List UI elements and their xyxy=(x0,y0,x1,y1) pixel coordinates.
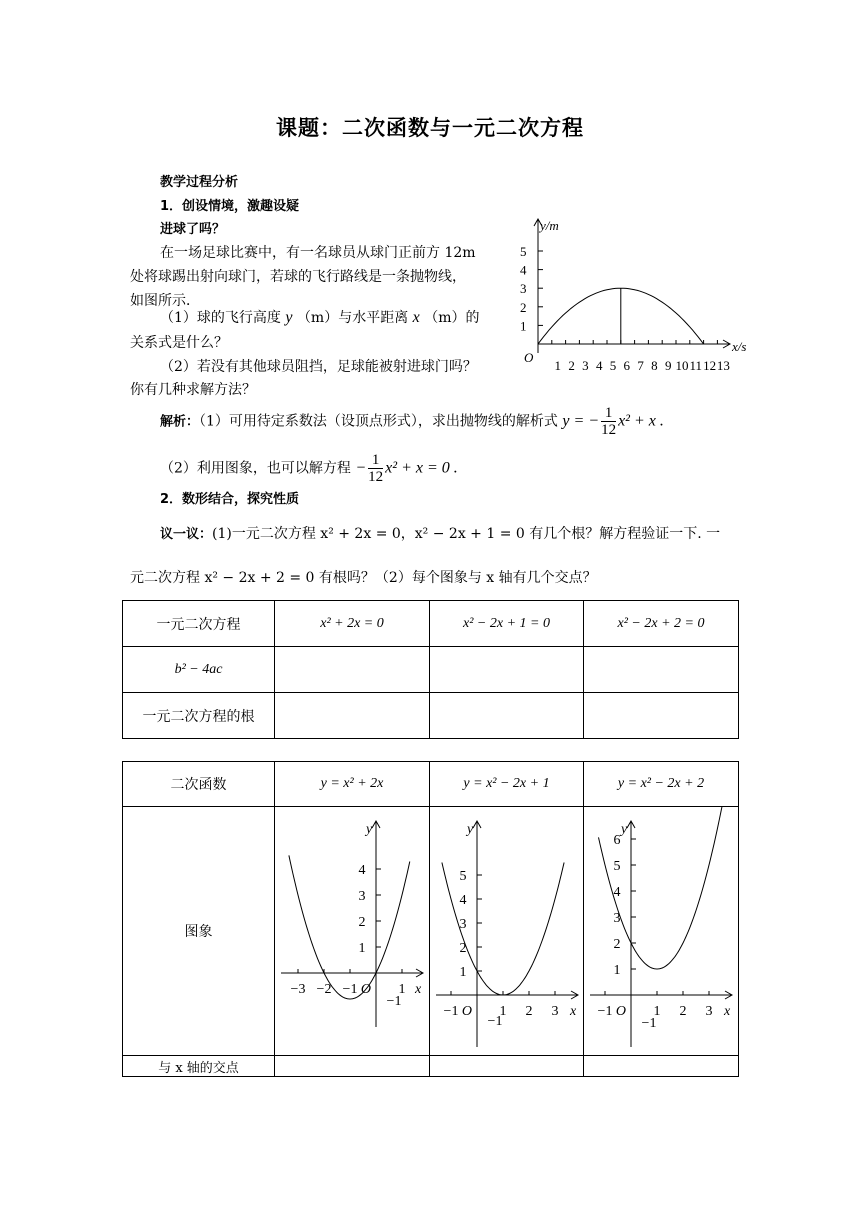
y-tick-label: 3 xyxy=(613,911,621,926)
y-tick-label: 1 xyxy=(459,965,467,980)
x-tick-label: 1 xyxy=(398,982,406,997)
table-header-cell: 二次函数 xyxy=(123,762,275,807)
x-tick-label: 3 xyxy=(582,358,589,373)
table-header-cell: y = x² − 2x + 1 xyxy=(430,762,584,807)
y-tick-label: 1 xyxy=(613,963,621,978)
y-tick-label: −1 xyxy=(487,1014,503,1029)
x-tick-label: 8 xyxy=(651,358,658,373)
origin-label: O xyxy=(360,982,371,997)
parabola-curve xyxy=(289,855,410,999)
table-header-cell: x² + 2x = 0 xyxy=(275,601,430,647)
x-tick-label: −3 xyxy=(290,982,306,997)
analysis-label: 解析： xyxy=(160,414,200,430)
x-tick-label: 1 xyxy=(499,1004,507,1019)
x-tick-label: 4 xyxy=(595,358,603,373)
row-label: 一元二次方程的根 xyxy=(123,693,275,739)
s1-heading: 1．创设情境，激趣设疑 xyxy=(160,199,300,214)
origin-label: O xyxy=(461,1004,472,1019)
equations-table xyxy=(122,600,739,739)
y-tick-label: 4 xyxy=(613,885,621,900)
s1-para-line3: 如图所示． xyxy=(130,293,200,309)
table-header-cell: y = x² − 2x + 2 xyxy=(584,762,739,807)
x-axis-label: x xyxy=(415,982,422,997)
x-tick-label: 1 xyxy=(554,358,562,373)
x-tick-label: 2 xyxy=(679,1004,687,1019)
y-tick-label: 3 xyxy=(358,889,366,904)
y-tick-label: 5 xyxy=(459,869,467,884)
table-header-cell: x² − 2x + 1 = 0 xyxy=(430,601,584,647)
graph-cell xyxy=(584,807,739,1056)
y-axis-label: y xyxy=(467,822,474,837)
y-tick-label: 1 xyxy=(358,941,366,956)
fraction: $\frac{1}{12}$ xyxy=(368,452,384,485)
row-label: b² − 4ac xyxy=(123,647,275,693)
question-2-line2: 你有几种求解方法？ xyxy=(130,382,256,398)
x-tick-label: 1 xyxy=(653,1004,661,1019)
x-tick-label: 2 xyxy=(525,1004,533,1019)
table-row xyxy=(123,647,739,693)
y-tick-label: 5 xyxy=(520,244,527,259)
table-cell[interactable] xyxy=(275,693,430,739)
x-tick-label: −2 xyxy=(316,982,332,997)
table-cell[interactable] xyxy=(275,647,430,693)
var-x: x xyxy=(412,309,420,326)
section-heading: 教学过程分析 xyxy=(160,175,239,190)
page-title: 课题：二次函数与一元二次方程 xyxy=(276,116,584,140)
question-2-line1: （2）若没有其他球员阻挡，足球能被射进球门吗？ xyxy=(160,359,477,375)
x-axis-label: x xyxy=(570,1004,577,1019)
analysis-line2: （2）利用图象，也可以解方程 − $\frac{1}{12}$ x² + x = 0 . xyxy=(160,452,458,485)
table-cell[interactable] xyxy=(430,693,584,739)
x-tick-label: 2 xyxy=(568,358,575,373)
x-tick-labels xyxy=(555,358,730,373)
x-tick-label: 5 xyxy=(609,358,617,373)
row-label: 与 x 轴的交点 xyxy=(123,1056,275,1077)
discuss-line2: 元二次方程 x² − 2x + 2 = 0 有根吗？（2）每个图象与 x 轴有几个交点？ xyxy=(130,570,597,586)
x-axis-label: x/s xyxy=(732,339,747,354)
x-tick-label: 7 xyxy=(637,358,644,373)
table-cell[interactable] xyxy=(584,647,739,693)
s1-question: 进球了吗？ xyxy=(160,222,226,237)
x-tick-label: 12 xyxy=(703,358,717,373)
x-tick-label: −1 xyxy=(597,1004,613,1019)
y-tick-label: 3 xyxy=(520,281,527,297)
y-axis-label: y xyxy=(366,822,373,837)
tick-labels xyxy=(291,822,422,1009)
x-tick-label: 6 xyxy=(623,358,631,373)
x-tick-label: 13 xyxy=(716,358,730,373)
s1-para-line2: 处将球踢出射向球门，若球的飞行路线是一条抛物线， xyxy=(130,269,466,285)
question-1-line2: 关系式是什么？ xyxy=(130,335,228,351)
y-tick-labels xyxy=(520,244,527,333)
ball-grid xyxy=(538,251,717,344)
y-tick-label: 3 xyxy=(459,917,467,932)
discuss-line1: 议一议：(1)一元二次方程 x² + 2x = 0，x² − 2x + 1 = 0 有几个根？解方程验证一下. 一 xyxy=(160,526,721,542)
graph-y-x2-2x xyxy=(275,807,430,1055)
y-tick-label: 2 xyxy=(358,915,366,930)
x-tick-label: 3 xyxy=(551,1004,559,1019)
table-row xyxy=(123,1056,739,1077)
y-tick-label: 4 xyxy=(459,893,467,908)
table-header-cell: x² − 2x + 2 = 0 xyxy=(584,601,739,647)
functions-table xyxy=(122,761,739,1077)
tick-labels xyxy=(598,822,731,1031)
s1-para-line1: 在一场足球比赛中，有一名球员从球门正前方 12m xyxy=(160,245,476,261)
y-tick-label: 4 xyxy=(520,262,527,278)
table-cell[interactable] xyxy=(584,693,739,739)
table-row xyxy=(123,762,739,807)
y-tick-label: 2 xyxy=(613,937,621,952)
table-cell[interactable] xyxy=(430,1056,584,1077)
x-tick-label: 11 xyxy=(689,358,703,373)
graph-cell xyxy=(430,807,584,1056)
tick-labels xyxy=(444,822,577,1029)
analysis-line1: 解析：（1）可用待定系数法（设顶点形式），求出抛物线的解析式 y = − $\frac{1}{12}$ x² + x . xyxy=(160,405,664,438)
y-tick-label: −1 xyxy=(641,1016,657,1031)
question-1-line1: （1）球的飞行高度 y （m）与水平距离 x （m）的 xyxy=(160,309,480,326)
origin-label: O xyxy=(615,1004,626,1019)
x-tick-label: −1 xyxy=(342,982,358,997)
x-tick-label: 3 xyxy=(705,1004,713,1019)
table-cell[interactable] xyxy=(430,647,584,693)
y-axis-label: y/m xyxy=(540,218,559,233)
origin-label: O xyxy=(524,350,534,365)
y-tick-label: 2 xyxy=(520,299,527,315)
y-tick-label: 5 xyxy=(613,859,621,874)
var-y: y xyxy=(285,309,293,326)
y-tick-label: −1 xyxy=(386,994,402,1009)
ball-trajectory-chart xyxy=(510,210,760,380)
table-cell[interactable] xyxy=(275,1056,430,1077)
s2-heading: 2．数形结合，探究性质 xyxy=(160,492,300,507)
row-label: 图象 xyxy=(123,807,275,1056)
fraction: $\frac{1}{12}$ xyxy=(601,405,617,438)
table-header-cell: y = x² + 2x xyxy=(275,762,430,807)
y-tick-label: 6 xyxy=(613,833,621,848)
y-axis-label: y xyxy=(621,822,628,837)
x-tick-label: 9 xyxy=(664,358,672,373)
y-tick-label: 1 xyxy=(520,318,527,334)
table-row xyxy=(123,807,739,1056)
x-axis-label: x xyxy=(724,1004,731,1019)
y-tick-label: 2 xyxy=(459,941,467,956)
graph-cell xyxy=(275,807,430,1056)
table-row xyxy=(123,601,739,647)
graph-y-x2-2x-1 xyxy=(430,807,584,1055)
y-tick-label: 4 xyxy=(358,863,366,878)
x-tick-label: 10 xyxy=(675,358,689,373)
graph-y-x2-2x-2 xyxy=(584,807,739,1055)
x-tick-label: −1 xyxy=(443,1004,459,1019)
table-header-cell: 一元二次方程 xyxy=(123,601,275,647)
table-cell[interactable] xyxy=(584,1056,739,1077)
table-row xyxy=(123,693,739,739)
